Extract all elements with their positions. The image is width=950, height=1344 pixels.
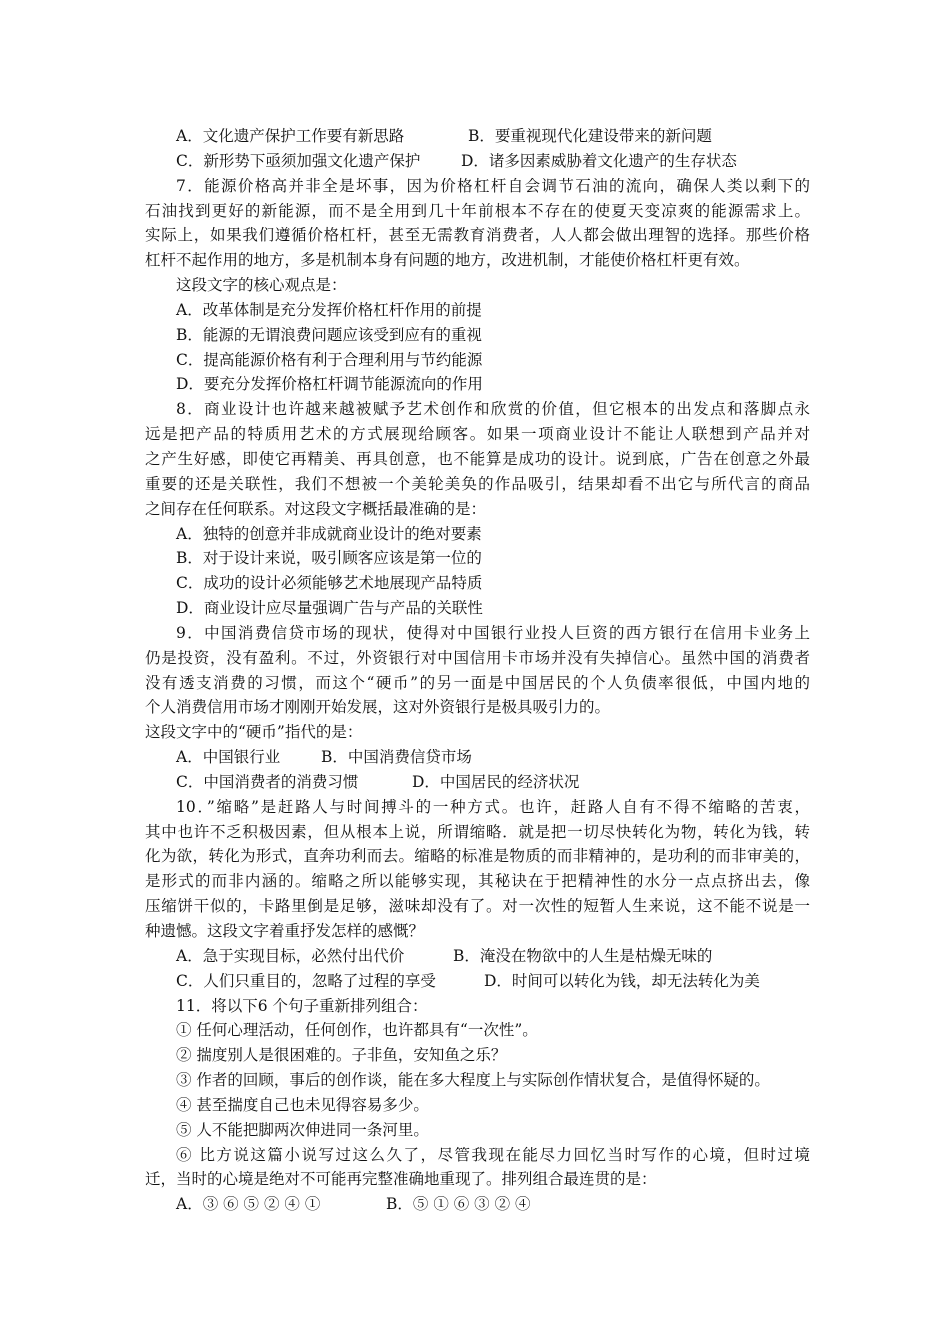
q9-options-row-1 bbox=[145, 745, 810, 770]
q10-passage-line: 种遗憾。这段文字着重抒发怎样的感慨？ bbox=[145, 922, 425, 940]
q9-passage-line: 没有透支消费的习惯，而这个“硬币”的另一面是中国居民的个人负债率很低，中国内地的 bbox=[145, 673, 810, 692]
q10-passage-line: 是形式的而非内涵的。缩略之所以能够实现，其秘诀在于把精神性的水分一点点挤出去，像 bbox=[145, 872, 810, 891]
q8-passage-line: 远是把产品的特质用艺术的方式展现给顾客。如果一项商业设计不能让人联想到产品并对 bbox=[145, 425, 810, 444]
q8-option: B．对于设计来说，吸引顾客应该是第一位的 bbox=[176, 549, 482, 568]
q8-passage-line: 之产生好感，即使它再精美、再具创意，也不能算是成功的设计。说到底，广告在创意之外最 bbox=[145, 449, 810, 468]
q9-passage-line: 仍是投资，没有盈利。不过，外资银行对中国信用卡市场并没有失掉信心。虽然中国的消费者 bbox=[145, 648, 810, 667]
q11-sentence: ⑤ 人不能把脚两次伸进同一条河里。 bbox=[176, 1120, 429, 1139]
q10-option-a: A．急于实现目标，必然付出代价 bbox=[176, 946, 405, 965]
q9-passage-line: 个人消费信用市场才刚刚开始发展，这对外资银行是极具吸引力的。 bbox=[145, 698, 611, 717]
q7-passage-line: 实际上，如果我们遵循价格杠杆，甚至无需教育消费者，人人都会做出理智的选择。那些价格 bbox=[145, 226, 810, 245]
q8-passage-line: 之间存在任何联系。对这段文字概括最准确的是： bbox=[145, 499, 487, 518]
document-body bbox=[145, 124, 810, 1217]
q6-option-c: C．新形势下亟须加强文化遗产保护 bbox=[176, 151, 421, 170]
q10-options-row-1 bbox=[145, 944, 810, 969]
q8-passage-line: 重要的还是关联性，我们不想被一个美轮美奂的作品吸引，结果却看不出它与所代言的商品 bbox=[145, 474, 810, 493]
q11-options-row-1 bbox=[145, 1192, 810, 1217]
q9-question: 这段文字中的“硬币”指代的是： bbox=[145, 723, 363, 742]
q6-options-row-1 bbox=[145, 124, 810, 149]
q11-stem: 11．将以下6 个句子重新排列组合： bbox=[176, 996, 428, 1015]
q10-options-row-2 bbox=[145, 969, 810, 994]
q6-options-row-2 bbox=[145, 149, 810, 174]
q10-passage-line: 压缩饼干似的，卡路里倒是足够，滋味却没有了。对一次性的短暂人生来说，这不能不说是一 bbox=[145, 897, 810, 916]
q11-sentence: ⑥ 比方说这篇小说写过这么久了，尽管我现在能尽力回忆当时写作的心境，但时过境 bbox=[176, 1145, 810, 1164]
q7-passage-line: 7．能源价格高并非全是坏事，因为价格杠杆自会调节石油的流向，确保人类以剩下的 bbox=[176, 176, 810, 195]
q7-question: 这段文字的核心观点是： bbox=[176, 276, 347, 295]
q10-passage-line: 其中也许不乏积极因素，但从根本上说，所谓缩略．就是把一切尽快转化为物，转化为钱，转 bbox=[145, 822, 810, 841]
q8-option: A．独特的创意并非成就商业设计的绝对要素 bbox=[176, 524, 482, 543]
q11-sentence: ④ 甚至揣度自己也未见得容易多少。 bbox=[176, 1095, 429, 1114]
q6-option-d: D．诸多因素威胁着文化遗产的生存状态 bbox=[461, 151, 737, 170]
q10-passage-line: 化为欲，转化为形式，直奔功利而去。缩略的标准是物质的而非精神的，是功利的而非审美的， bbox=[145, 847, 810, 866]
q8-option: C．成功的设计必须能够艺术地展现产品特质 bbox=[176, 574, 483, 593]
q9-option-b: B．中国消费信贷市场 bbox=[321, 748, 472, 767]
q8-passage-line: 8．商业设计也许越来越被赋予艺术创作和欣赏的价值，但它根本的出发点和落脚点永 bbox=[176, 400, 810, 419]
q7-option: D．要充分发挥价格杠杆调节能源流向的作用 bbox=[176, 375, 483, 394]
q9-option-a: A．中国银行业 bbox=[176, 748, 281, 767]
q7-option: A．改革体制是充分发挥价格杠杆作用的前提 bbox=[176, 300, 482, 319]
q7-passage-line: 石油找到更好的新能源，而不是全用到几十年前根本不存在的使夏天变凉爽的能源需求上。 bbox=[145, 201, 810, 220]
q9-option-d: D．中国居民的经济状况 bbox=[412, 772, 580, 791]
q7-option: C．提高能源价格有利于合理利用与节约能源 bbox=[176, 350, 483, 369]
q11-sentence: ② 揣度别人是很困难的。子非鱼，安知鱼之乐？ bbox=[176, 1046, 507, 1065]
q11-sentence-continuation: 迁，当时的心境是绝对不可能再完整准确地重现了。排列组合最连贯的是： bbox=[145, 1170, 657, 1189]
q11-option-a: A．③ ⑥ ⑤ ② ④ ① bbox=[176, 1195, 321, 1214]
q9-option-c: C．中国消费者的消费习惯 bbox=[176, 772, 359, 791]
q6-option-a: A．文化遗产保护工作要有新思路 bbox=[176, 127, 405, 145]
q9-passage-line: 9．中国消费信贷市场的现状，使得对中国银行业投人巨资的西方银行在信用卡业务上 bbox=[176, 623, 810, 642]
q10-option-d: D．时间可以转化为钱，却无法转化为美 bbox=[484, 971, 760, 990]
q11-sentence: ③ 作者的回顾，事后的创作谈，能在多大程度上与实际创作情状复合，是值得怀疑的。 bbox=[176, 1071, 770, 1090]
q10-option-c: C．人们只重目的，忽略了过程的享受 bbox=[176, 971, 436, 990]
q9-options-row-2 bbox=[145, 770, 810, 795]
q7-passage-line: 杠杆不起作用的地方，多是机制本身有问题的地方，改进机制，才能使价格杠杆更有效。 bbox=[145, 251, 750, 270]
q8-option: D．商业设计应尽量强调广告与产品的关联性 bbox=[176, 599, 483, 618]
q10-passage-line: 10．”缩略”是赶路人与时间搏斗的一种方式。也许，赶路人自有不得不缩略的苦衷， bbox=[176, 797, 810, 816]
q11-sentence: ① 任何心理活动，任何创作，也许都具有“一次性”。 bbox=[176, 1021, 538, 1040]
q11-option-b: B．⑤ ① ⑥ ③ ② ④ bbox=[386, 1195, 531, 1214]
q10-option-b: B．淹没在物欲中的人生是枯燥无味的 bbox=[453, 946, 713, 965]
q7-option: B．能源的无谓浪费问题应该受到应有的重视 bbox=[176, 325, 482, 344]
q6-option-b: B．要重视现代化建设带来的新问题 bbox=[468, 127, 712, 145]
